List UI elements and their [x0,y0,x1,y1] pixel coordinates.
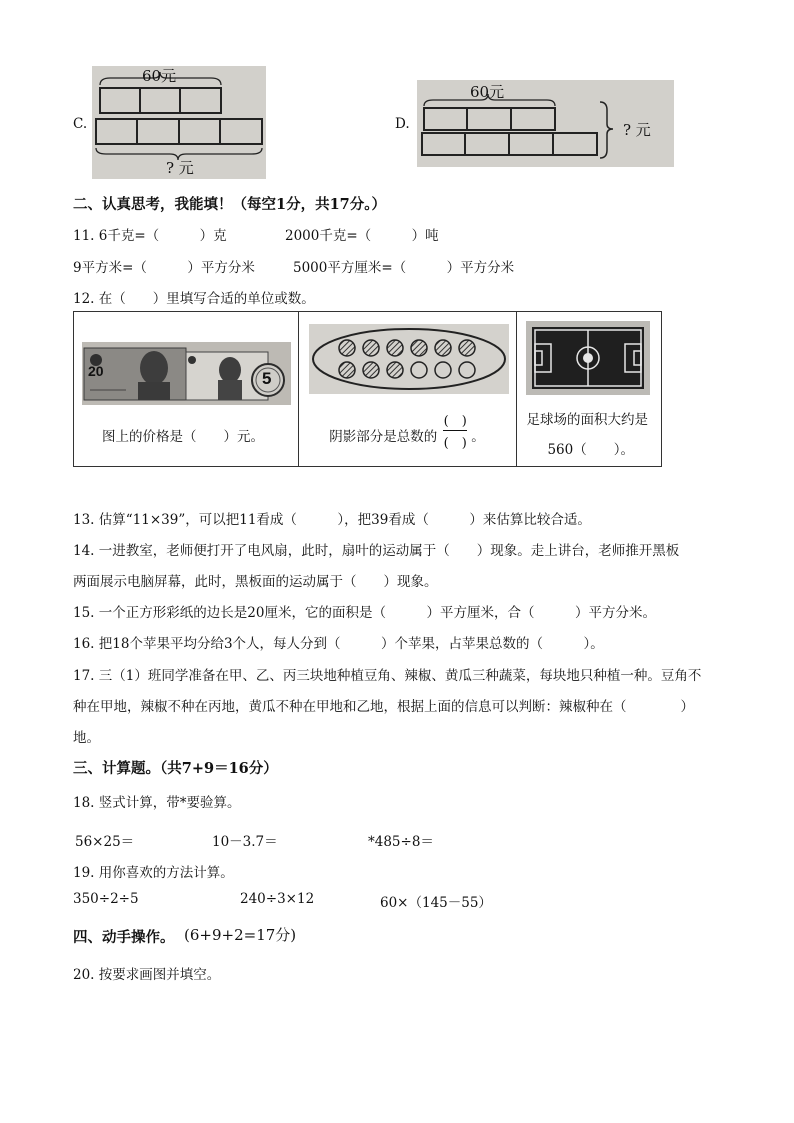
q19-expr-2: 240÷3×12 [240,891,315,907]
q11-part-d: 5000平方厘米=（ ）平方分米 [293,260,515,276]
fraction-blank [441,410,469,451]
q12-cell2-text: 阴影部分是总数的 [329,429,438,445]
q14-line2: 两面展示电脑屏幕，此时，黑板面的运动属于（ ）现象。 [73,574,438,590]
section-2-title: 二、认真思考，我能填！（每空1分，共17分。） [73,196,387,213]
q12-cell3-line1: 足球场的面积大约是 [526,412,648,428]
q17-line2: 种在甲地，辣椒不种在丙地，黄瓜不种在甲地和乙地，根据上面的信息可以判断：辣椒种在（ ） [73,699,694,715]
q11-part-b: 2000千克=（ ）吨 [285,228,439,244]
banknote-20-numeral: 20 [88,363,104,379]
option-c-bottom-amount: ? 元 [166,159,194,177]
option-c-top-amount: 60元 [142,67,177,85]
q14-line1: 14. 一进教室，老师便打开了电风扇，此时，扇叶的运动属于（ ）现象。走上讲台，老师推开黑板 [73,543,680,559]
q12-prompt: 12. 在（ ）里填写合适的单位或数。 [73,291,315,307]
section-4-title: 四、动手操作。 [73,929,175,946]
q19-expr-3: 60×（145－55） [380,895,492,911]
q18-expr-3: *485÷8＝ [368,834,434,850]
soccer-field-image [526,321,650,395]
option-c-diagram [92,66,266,179]
q17-line1: 17. 三（1）班同学准备在甲、乙、丙三块地种植豆角、辣椒、黄瓜三种蔬菜，每块地只种植一种。豆角不 [73,668,702,684]
q18-expr-1: 56×25＝ [75,834,135,850]
q17-line3: 地。 [73,730,100,746]
option-d-right-amount: ? 元 [623,121,651,139]
q12-table [73,311,662,467]
fraction-denominator: ( ) [443,436,467,451]
q12-cell-field [517,312,662,467]
coin-5-numeral: 5 [262,369,272,388]
fraction-numerator: ( ) [443,414,467,429]
option-d-label: D. [395,116,410,132]
fraction-bar [443,430,467,431]
section-4-points: (6+9+2=17分) [184,926,297,944]
q19-expr-1: 350÷2÷5 [73,891,139,907]
q11-part-c: 9平方米=（ ）平方分米 [73,260,255,276]
q18-expr-2: 10－3.7＝ [212,834,278,850]
q19-prompt: 19. 用你喜欢的方法计算。 [73,865,234,881]
q20-prompt: 20. 按要求画图并填空。 [73,967,221,983]
q13-text: 13. 估算“11×39”，可以把11看成（ ），把39看成（ ）来估算比较合适。 [73,512,591,528]
q12-cell3-line2: 560（ ）。 [547,442,634,458]
banknote-image [82,342,291,405]
option-d-diagram [417,80,674,167]
q12-cell-fraction [299,312,517,467]
ellipse-circles-image [309,324,509,394]
q16-text: 16. 把18个苹果平均分给3个人，每人分到（ ）个苹果，占苹果总数的（ ）。 [73,636,604,652]
option-d-top-amount: 60元 [470,83,505,101]
q12-cell1-text: 图上的价格是（ ）元。 [102,429,264,445]
option-c-label: C. [73,116,88,132]
q15-text: 15. 一个正方形彩纸的边长是20厘米，它的面积是（ ）平方厘米，合（ ）平方分米。 [73,605,656,621]
section-3-title: 三、计算题。（共7+9＝16分） [73,760,278,777]
q12-cell-money [74,312,299,467]
q11-part-a: 11. 6千克=（ ）克 [73,228,227,244]
q12-cell2-end: 。 [471,429,485,445]
q18-prompt: 18. 竖式计算，带*要验算。 [73,795,241,811]
